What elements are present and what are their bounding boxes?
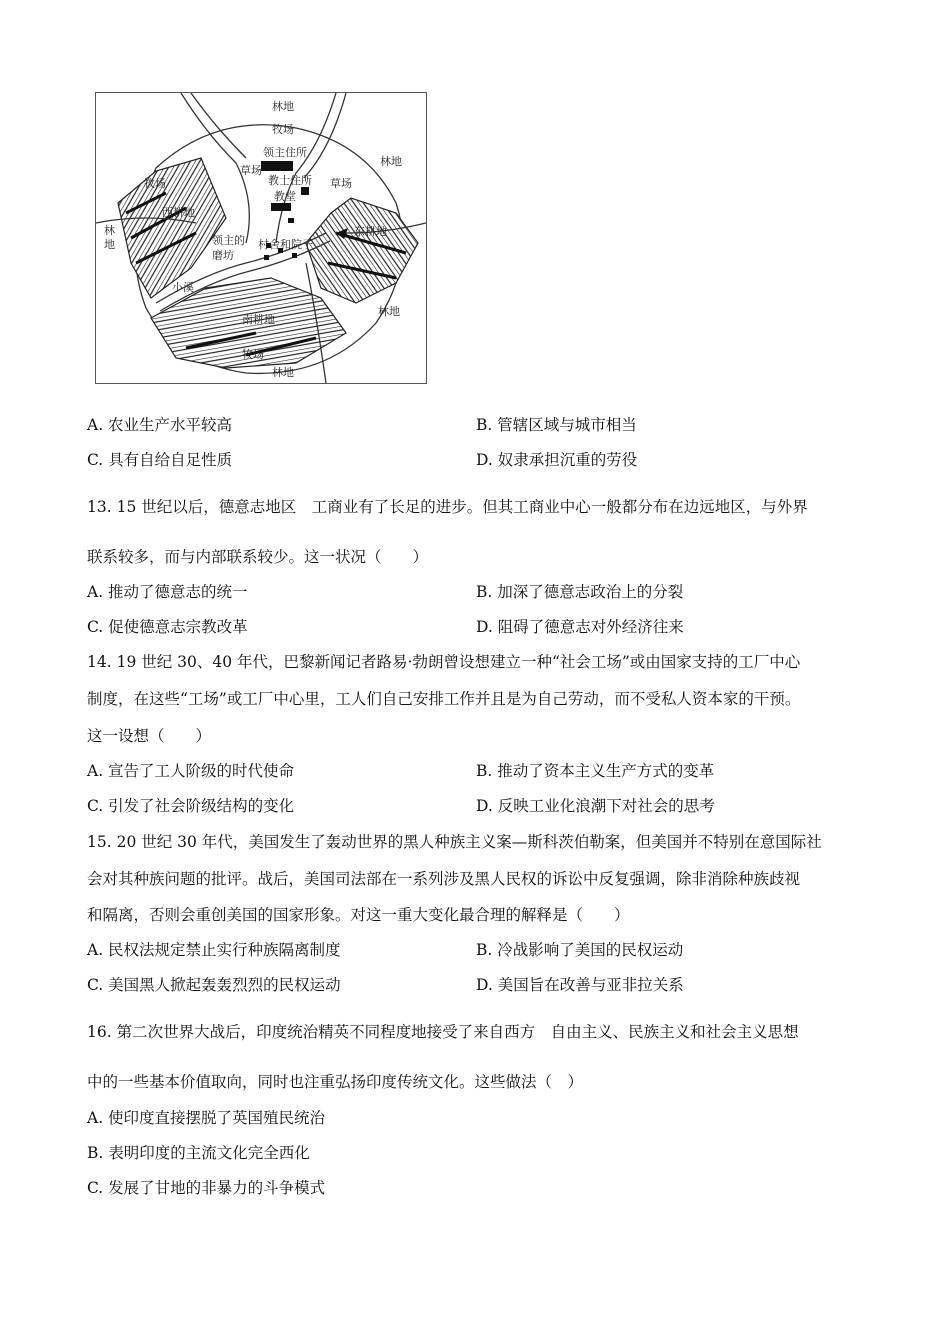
map-label-forest-right: 林地: [380, 155, 402, 168]
q15-option-b: B. 冷战影响了美国的民权运动: [476, 941, 684, 959]
map-label-pasture-left: 牧场: [144, 177, 166, 190]
q16-stem-line2: 中的一些基本价值取向，同时也注重弘扬印度传统文化。这些做法（ ）: [87, 1073, 584, 1091]
map-label-lord-residence: 领主住所: [263, 146, 307, 159]
map-label-priest-residence: 教士住所: [268, 174, 312, 187]
map-label-stream: 小溪: [172, 281, 194, 294]
q14-option-b: B. 推动了资本主义生产方式的变革: [476, 762, 715, 780]
map-label-west-field: 西耕地: [162, 206, 195, 219]
q15-stem-line2: 会对其种族问题的批评。战后，美国司法部在一系列涉及黑人民权的诉讼中反复强调，除非消除种族歧视: [87, 870, 801, 888]
map-label-lord-mill-2: 磨坊: [212, 249, 234, 262]
map-label-meadow-right: 草场: [330, 177, 352, 190]
q14-stem-line1: 14. 19 世纪 30、40 年代，巴黎新闻记者路易·勃朗曾设想建立一种“社会工场”或由国家支持的工厂中心: [87, 653, 801, 671]
q15-option-a: A. 民权法规定禁止实行种族隔离制度: [87, 941, 341, 959]
map-label-forest-left-2: 地: [104, 238, 115, 251]
q13-option-a: A. 推动了德意志的统一: [87, 583, 248, 601]
q12-option-c: C. 具有自给自足性质: [87, 451, 233, 469]
q14-stem-line2: 制度，在这些“工场”或工厂中心里，工人们自己安排工作并且是为自己劳动，而不受私人资本家的干预。: [87, 690, 801, 708]
map-label-village: 村舍和院子: [258, 238, 313, 251]
q16-option-c: C. 发展了甘地的非暴力的斗争模式: [87, 1179, 326, 1197]
q16-option-b: B. 表明印度的主流文化完全西化: [87, 1144, 310, 1162]
map-label-meadow-left: 草场: [240, 164, 262, 177]
q15-stem-line1: 15. 20 世纪 30 年代，美国发生了轰动世界的黑人种族主义案—斯科茨伯勒案，但美国并不特别在意国际社: [87, 833, 822, 851]
q15-option-d: D. 美国旨在改善与亚非拉关系: [476, 976, 684, 994]
map-label-forest-bottom: 林地: [272, 366, 294, 379]
q14-stem-line3: 这一设想（ ）: [87, 727, 212, 745]
q16-stem-line1: 16. 第二次世界大战后，印度统治精英不同程度地接受了来自西方 自由主义、民族主义和社会主义思想: [87, 1023, 799, 1041]
map-label-east-field: 东耕地: [354, 225, 387, 238]
q15-stem-line3: 和隔离，否则会重创美国的国家形象。对这一重大变化最合理的解释是（ ）: [87, 906, 630, 924]
map-label-forest-mid-right: 林地: [378, 305, 400, 318]
q13-option-d: D. 阻碍了德意志对外经济往来: [476, 618, 684, 636]
q14-option-a: A. 宣告了工人阶级的时代使命: [87, 762, 295, 780]
q12-option-b: B. 管辖区域与城市相当: [476, 416, 637, 434]
q13-stem-line2: 联系较多，而与内部联系较少。这一状况（ ）: [87, 548, 429, 566]
q12-option-a: A. 农业生产水平较高: [87, 416, 233, 434]
q13-option-c: C. 促使德意志宗教改革: [87, 618, 248, 636]
q12-option-d: D. 奴隶承担沉重的劳役: [476, 451, 638, 469]
map-label-church: 教堂: [274, 190, 296, 203]
q14-option-d: D. 反映工业化浪潮下对社会的思考: [476, 797, 715, 815]
map-label-forest-top: 林地: [272, 100, 294, 113]
q16-option-a: A. 使印度直接摆脱了英国殖民统治: [87, 1109, 326, 1127]
map-label-south-field: 南耕地: [242, 313, 275, 326]
map-label-pasture-top: 牧场: [272, 123, 294, 136]
q14-option-c: C. 引发了社会阶级结构的变化: [87, 797, 295, 815]
map-label-pasture-bottom: 牧场: [242, 348, 264, 361]
map-label-forest-left-1: 林: [104, 224, 115, 237]
q15-option-c: C. 美国黑人掀起轰轰烈烈的民权运动: [87, 976, 341, 994]
manor-map: [95, 92, 427, 384]
q13-stem-line1: 13. 15 世纪以后，德意志地区 工商业有了长足的进步。但其工商业中心一般都分布在边远地区，与外界: [87, 498, 808, 516]
q13-option-b: B. 加深了德意志政治上的分裂: [476, 583, 684, 601]
map-label-lord-mill-1: 领主的: [212, 234, 245, 247]
